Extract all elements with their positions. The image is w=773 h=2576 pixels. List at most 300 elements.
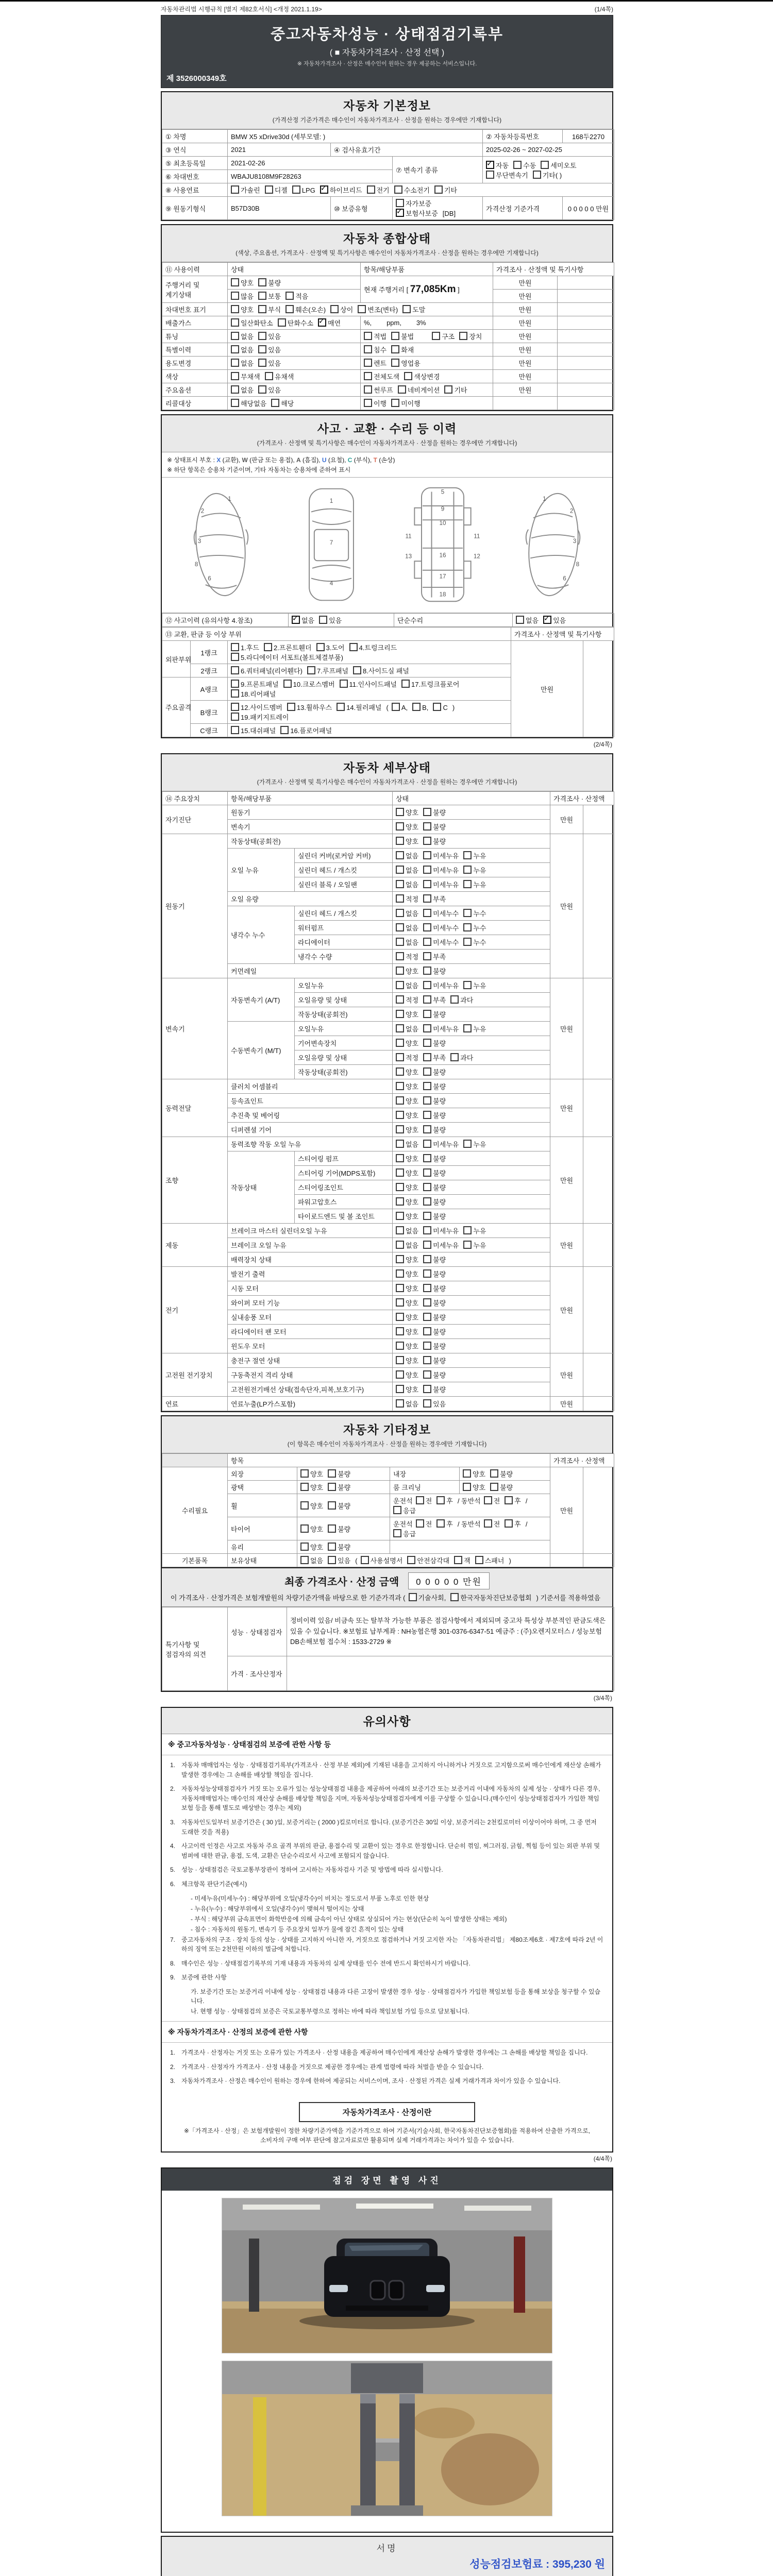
- checkbox-icon[interactable]: [391, 399, 399, 407]
- state-options: [393, 892, 550, 906]
- checkbox-icon[interactable]: [423, 1226, 431, 1234]
- checkbox-icon[interactable]: [319, 616, 327, 624]
- checkbox-icon[interactable]: [423, 967, 431, 975]
- option-label: 4.트렁크리드: [359, 644, 397, 652]
- checkbox-option: [231, 689, 276, 699]
- checkbox-icon[interactable]: [258, 385, 266, 394]
- checkbox-option: [258, 345, 281, 354]
- checkbox-icon[interactable]: [396, 1010, 404, 1018]
- checkbox-icon[interactable]: [396, 866, 404, 874]
- checkbox-icon[interactable]: [459, 332, 467, 340]
- state-options: [393, 1397, 550, 1411]
- checkbox-icon[interactable]: [484, 1519, 492, 1528]
- checkbox-icon[interactable]: [231, 372, 239, 380]
- checkbox-icon[interactable]: [541, 161, 549, 169]
- holding-options: [297, 1554, 550, 1567]
- option-label: 양호: [406, 1040, 419, 1047]
- option-label: 기타: [454, 386, 467, 394]
- checkbox-icon[interactable]: [231, 359, 239, 367]
- checkbox-icon[interactable]: [505, 1496, 513, 1504]
- checkbox-icon[interactable]: [463, 880, 472, 888]
- checkbox-icon[interactable]: [423, 1197, 431, 1206]
- checkbox-icon[interactable]: [423, 1168, 431, 1177]
- checkbox-icon[interactable]: [337, 703, 345, 711]
- checkbox-icon[interactable]: [361, 1556, 369, 1564]
- checkbox-option: [423, 908, 459, 918]
- checkbox-option: [320, 185, 362, 195]
- checkbox-icon[interactable]: [396, 808, 404, 816]
- misc-price-header: 가격조사 · 산정액: [550, 1454, 614, 1467]
- checkbox-icon[interactable]: [231, 666, 239, 674]
- checkbox-icon[interactable]: [423, 1154, 431, 1162]
- checkbox-option: [258, 291, 281, 301]
- checkbox-icon[interactable]: [393, 1529, 401, 1537]
- checkbox-icon[interactable]: [423, 808, 431, 816]
- checkbox-icon[interactable]: [486, 171, 494, 179]
- checkbox-icon[interactable]: [463, 1241, 472, 1249]
- state-options: [393, 950, 550, 964]
- checkbox-option: [396, 1384, 418, 1394]
- checkbox-icon[interactable]: [396, 952, 404, 960]
- price-cell: 만원: [493, 316, 558, 330]
- checkbox-icon[interactable]: [396, 909, 404, 917]
- checkbox-icon[interactable]: [423, 1284, 431, 1292]
- checkbox-icon[interactable]: [433, 703, 441, 711]
- checkbox-icon[interactable]: [396, 1183, 404, 1191]
- checkbox-icon[interactable]: [231, 680, 239, 688]
- option-label: 있음: [329, 617, 342, 624]
- option-label: 11.인사이드패널: [349, 681, 397, 688]
- checkbox-icon[interactable]: [463, 851, 472, 859]
- checkbox-icon[interactable]: [364, 385, 372, 394]
- checkbox-icon[interactable]: [285, 292, 294, 300]
- checkbox-icon[interactable]: [396, 938, 404, 946]
- option-label: 불량: [433, 1328, 446, 1336]
- checkbox-option: [423, 1240, 459, 1250]
- checkbox-icon[interactable]: [423, 909, 431, 917]
- checkbox-icon[interactable]: [396, 1053, 404, 1061]
- checkbox-icon[interactable]: [231, 689, 239, 698]
- checkbox-icon[interactable]: [391, 345, 399, 353]
- checkbox-icon[interactable]: [423, 894, 431, 903]
- option-label: 13.휠하우스: [296, 704, 332, 711]
- checkbox-icon[interactable]: [231, 703, 239, 711]
- checkbox-icon[interactable]: [396, 1284, 404, 1292]
- checkbox-icon[interactable]: [231, 332, 239, 340]
- checkbox-icon[interactable]: [463, 909, 472, 917]
- checkbox-icon[interactable]: [307, 666, 315, 674]
- checkbox-icon[interactable]: [396, 1212, 404, 1220]
- checkbox-icon[interactable]: [396, 1096, 404, 1105]
- checkbox-option: [396, 1283, 418, 1293]
- checkbox-option: [364, 358, 386, 368]
- rank-label: B랭크: [191, 701, 228, 724]
- checkbox-icon[interactable]: [231, 643, 239, 651]
- checkbox-icon[interactable]: [391, 332, 399, 340]
- checkbox-icon[interactable]: [423, 1327, 431, 1335]
- checkbox-option: [396, 980, 418, 990]
- checkbox-icon[interactable]: [287, 703, 295, 711]
- checkbox-icon[interactable]: [423, 1082, 431, 1090]
- main-options-state: [228, 383, 361, 397]
- misc-subtitle: (이 항목은 매수인이 자동차가격조사 · 산정을 원하는 경우에만 기재합니다): [287, 1440, 487, 1448]
- checkbox-option: [396, 1038, 418, 1048]
- table-header-row: [162, 1454, 614, 1467]
- checkbox-icon[interactable]: [231, 385, 239, 394]
- checkbox-icon[interactable]: [423, 1269, 431, 1278]
- checkbox-icon[interactable]: [328, 1469, 336, 1478]
- checkbox-icon[interactable]: [231, 399, 239, 407]
- checkbox-icon[interactable]: [409, 1593, 417, 1601]
- checkbox-icon[interactable]: [258, 359, 266, 367]
- diagram-part-number: 8: [194, 561, 198, 568]
- checkbox-icon[interactable]: [398, 385, 406, 394]
- checkbox-icon[interactable]: [265, 185, 273, 194]
- checkbox-option: [271, 398, 294, 408]
- checkbox-icon[interactable]: [444, 385, 452, 394]
- checkbox-icon[interactable]: [396, 967, 404, 975]
- checkbox-icon[interactable]: [318, 318, 326, 327]
- note-cell: [583, 978, 614, 1079]
- checkbox-icon[interactable]: [423, 1067, 431, 1076]
- status-code-desc: (교환),: [221, 456, 242, 464]
- checkbox-option: [463, 1139, 486, 1149]
- checkbox-icon[interactable]: [454, 1556, 462, 1564]
- checkbox-icon[interactable]: [423, 1342, 431, 1350]
- checkbox-icon[interactable]: [364, 372, 372, 380]
- checkbox-icon[interactable]: [423, 1010, 431, 1018]
- checkbox-icon[interactable]: [543, 616, 551, 624]
- checkbox-icon[interactable]: [450, 995, 459, 1004]
- checkbox-icon[interactable]: [516, 616, 524, 624]
- checkbox-icon[interactable]: [423, 1039, 431, 1047]
- option-label: 누수: [473, 910, 486, 918]
- checkbox-icon[interactable]: [231, 653, 239, 661]
- checkbox-icon[interactable]: [278, 318, 286, 327]
- checkbox-icon[interactable]: [396, 1197, 404, 1206]
- checkbox-icon[interactable]: [300, 1501, 309, 1510]
- tuning-state-options: [228, 330, 361, 343]
- warranty-label: ⑩ 보증유형: [331, 197, 393, 220]
- part-label: 타이로드엔드 및 볼 조인트: [295, 1209, 393, 1224]
- checkbox-icon[interactable]: [401, 680, 410, 688]
- checkbox-icon[interactable]: [328, 1501, 336, 1510]
- option-text: (: [386, 704, 389, 711]
- checkbox-icon[interactable]: [396, 1370, 404, 1379]
- checkbox-icon[interactable]: [292, 616, 300, 624]
- checkbox-icon[interactable]: [258, 278, 266, 286]
- checkbox-icon[interactable]: [463, 1469, 471, 1478]
- checkbox-icon[interactable]: [258, 332, 266, 340]
- checkbox-icon[interactable]: [396, 1399, 404, 1408]
- checkbox-option: [396, 1298, 418, 1308]
- checkbox-icon[interactable]: [396, 837, 404, 845]
- checkbox-icon[interactable]: [353, 666, 361, 674]
- main-options-item: [361, 383, 493, 397]
- checkbox-option: [300, 1555, 323, 1565]
- checkbox-icon[interactable]: [396, 1024, 404, 1032]
- checkbox-icon[interactable]: [231, 726, 239, 734]
- checkbox-icon[interactable]: [396, 894, 404, 903]
- checkbox-icon[interactable]: [396, 1313, 404, 1321]
- checkbox-icon[interactable]: [416, 1519, 424, 1528]
- checkbox-icon[interactable]: [423, 923, 431, 931]
- checkbox-icon[interactable]: [396, 1082, 404, 1090]
- checkbox-icon[interactable]: [300, 1469, 309, 1478]
- checkbox-icon[interactable]: [396, 981, 404, 989]
- checkbox-option: [450, 995, 473, 1005]
- checkbox-icon[interactable]: [463, 938, 472, 946]
- option-text: [DB]: [442, 210, 456, 217]
- checkbox-icon[interactable]: [391, 359, 399, 367]
- option-label: 안전삼각대: [417, 1557, 450, 1565]
- checkbox-icon[interactable]: [396, 209, 404, 217]
- checkbox-icon[interactable]: [513, 161, 522, 169]
- checkbox-icon[interactable]: [423, 880, 431, 888]
- checkbox-option: [486, 170, 528, 180]
- checkbox-icon[interactable]: [475, 1556, 483, 1564]
- mileage-amount-options: [228, 290, 361, 303]
- checkbox-icon[interactable]: [423, 1096, 431, 1105]
- checkbox-icon[interactable]: [328, 1483, 336, 1491]
- checkbox-icon[interactable]: [396, 1385, 404, 1393]
- checkbox-option: [423, 1096, 446, 1106]
- checkbox-icon[interactable]: [396, 851, 404, 859]
- col-usage: ⑪ 사용이력: [162, 263, 228, 276]
- checkbox-icon[interactable]: [490, 1483, 498, 1491]
- notice-number: 1.: [170, 1761, 176, 1769]
- checkbox-icon[interactable]: [396, 1140, 404, 1148]
- checkbox-icon[interactable]: [271, 399, 279, 407]
- checkbox-icon[interactable]: [283, 680, 292, 688]
- state-options: [393, 834, 550, 849]
- checkbox-option: [396, 1399, 418, 1409]
- checkbox-icon[interactable]: [300, 1483, 309, 1491]
- checkbox-icon[interactable]: [280, 726, 289, 734]
- checkbox-icon[interactable]: [392, 703, 400, 711]
- checkbox-icon[interactable]: [285, 305, 294, 313]
- option-label: 있음: [553, 617, 566, 624]
- checkbox-icon[interactable]: [231, 185, 239, 194]
- diagram-part-number: 8: [576, 561, 580, 568]
- checkbox-icon[interactable]: [463, 1226, 472, 1234]
- checkbox-icon[interactable]: [231, 278, 239, 286]
- checkbox-icon[interactable]: [423, 995, 431, 1004]
- checkbox-icon[interactable]: [231, 713, 239, 721]
- checkbox-icon[interactable]: [423, 1313, 431, 1321]
- checkbox-icon[interactable]: [423, 981, 431, 989]
- checkbox-icon[interactable]: [258, 292, 266, 300]
- checkbox-icon[interactable]: [396, 1241, 404, 1249]
- checkbox-icon[interactable]: [402, 305, 411, 313]
- option-label: 양호: [406, 968, 419, 975]
- checkbox-icon[interactable]: [300, 1543, 309, 1551]
- checkbox-icon[interactable]: [396, 1111, 404, 1119]
- device-label: 전기: [162, 1267, 228, 1353]
- checkbox-icon[interactable]: [463, 923, 472, 931]
- checkbox-icon[interactable]: [436, 1496, 445, 1504]
- option-label: 양호: [406, 1011, 419, 1019]
- checkbox-icon[interactable]: [423, 1370, 431, 1379]
- glass-options: [297, 1540, 390, 1554]
- page-marker-4: (4/4쪽): [593, 2155, 612, 2162]
- checkbox-icon[interactable]: [423, 1399, 431, 1408]
- detail-band: [162, 754, 612, 791]
- checkbox-option: [423, 1269, 446, 1279]
- checkbox-icon[interactable]: [423, 1212, 431, 1220]
- checkbox-icon[interactable]: [396, 1342, 404, 1350]
- checkbox-icon[interactable]: [328, 1556, 336, 1564]
- notice-number: 7.: [170, 1936, 176, 1943]
- checkbox-option: [300, 1501, 323, 1511]
- table-row: [162, 964, 614, 978]
- checkbox-icon[interactable]: [330, 305, 339, 313]
- checkbox-icon[interactable]: [423, 1255, 431, 1263]
- checkbox-icon[interactable]: [463, 1024, 472, 1032]
- checkbox-icon[interactable]: [358, 305, 366, 313]
- sub-group-label: 자동변속기 (A/T): [228, 978, 295, 1022]
- checkbox-icon[interactable]: [396, 1125, 404, 1133]
- price-cell: 만원: [550, 1267, 583, 1353]
- interior-label: 내장: [390, 1467, 460, 1481]
- checkbox-icon[interactable]: [316, 643, 325, 651]
- checkbox-icon[interactable]: [231, 345, 239, 353]
- checkbox-icon[interactable]: [434, 185, 443, 194]
- checkbox-icon[interactable]: [423, 851, 431, 859]
- checkbox-icon[interactable]: [423, 952, 431, 960]
- checkbox-icon[interactable]: [320, 185, 328, 194]
- checkbox-icon[interactable]: [505, 1519, 513, 1528]
- checkbox-icon[interactable]: [423, 1024, 431, 1032]
- option-label: 색상변경: [414, 373, 440, 381]
- checkbox-icon[interactable]: [484, 1496, 492, 1504]
- part-label: 작동상태(공회전): [295, 1007, 393, 1022]
- checkbox-icon[interactable]: [423, 1298, 431, 1307]
- checkbox-icon[interactable]: [533, 171, 541, 179]
- checkbox-icon[interactable]: [416, 1496, 424, 1504]
- checkbox-icon[interactable]: [423, 1385, 431, 1393]
- checkbox-icon[interactable]: [367, 185, 375, 194]
- option-label: 이행: [374, 400, 387, 408]
- checkbox-option: [423, 807, 446, 817]
- checkbox-icon[interactable]: [396, 1226, 404, 1234]
- checkbox-icon[interactable]: [396, 1269, 404, 1278]
- checkbox-icon[interactable]: [396, 1327, 404, 1335]
- checkbox-icon[interactable]: [423, 1183, 431, 1191]
- checkbox-option: [463, 865, 486, 875]
- checkbox-icon[interactable]: [349, 643, 358, 651]
- checkbox-icon[interactable]: [265, 372, 273, 380]
- checkbox-icon[interactable]: [423, 1111, 431, 1119]
- checkbox-icon[interactable]: [463, 1483, 471, 1491]
- option-label: 17.트렁크플로어: [411, 681, 460, 688]
- checkbox-icon[interactable]: [396, 1298, 404, 1307]
- checkbox-icon[interactable]: [292, 185, 300, 194]
- col-price: 가격조사 · 산정액: [550, 792, 614, 805]
- checkbox-icon[interactable]: [404, 372, 412, 380]
- checkbox-icon[interactable]: [340, 680, 348, 688]
- checkbox-option: [423, 1053, 446, 1062]
- checkbox-icon[interactable]: [423, 822, 431, 831]
- year-label: ③ 연식: [162, 143, 228, 157]
- checkbox-icon[interactable]: [258, 305, 266, 313]
- checkbox-icon[interactable]: [396, 1067, 404, 1076]
- checkbox-icon[interactable]: [396, 1255, 404, 1263]
- option-text: ): [452, 704, 455, 711]
- checkbox-icon[interactable]: [396, 822, 404, 831]
- checkbox-icon[interactable]: [258, 345, 266, 353]
- checkbox-option: [423, 1125, 446, 1134]
- price-cell: 만원: [550, 1353, 583, 1397]
- checkbox-icon[interactable]: [436, 1519, 445, 1528]
- checkbox-icon[interactable]: [407, 1556, 415, 1564]
- checkbox-icon[interactable]: [423, 938, 431, 946]
- checkbox-icon[interactable]: [396, 880, 404, 888]
- checkbox-icon[interactable]: [432, 332, 440, 340]
- checkbox-option: [423, 1038, 446, 1048]
- checkbox-icon[interactable]: [264, 643, 272, 651]
- checkbox-icon[interactable]: [328, 1543, 336, 1551]
- status-code-desc: (흠집),: [300, 456, 322, 464]
- checkbox-icon[interactable]: [423, 1053, 431, 1061]
- checkbox-icon[interactable]: [300, 1556, 309, 1564]
- checkbox-icon[interactable]: [396, 1039, 404, 1047]
- checkbox-icon[interactable]: [423, 1125, 431, 1133]
- option-label: 침수: [374, 346, 387, 354]
- notice-text: 중고자동차의 구조 · 장치 등의 성능 · 상태를 고지하지 아니한 자, 거짓으로 점검하거나 거짓 고지한 자는 「자동차관리법」 제80조제6호 · 제7호에 따라 2년 이하의 징역 또는 2천만원 이하의 벌금에 처합니다.: [181, 1936, 603, 1953]
- state-options: [393, 1382, 550, 1397]
- checkbox-icon[interactable]: [450, 1053, 459, 1061]
- checkbox-icon[interactable]: [423, 1140, 431, 1148]
- checkbox-icon[interactable]: [364, 332, 372, 340]
- checkbox-icon[interactable]: [364, 345, 372, 353]
- checkbox-option: [285, 291, 308, 301]
- checkbox-icon[interactable]: [450, 1593, 459, 1601]
- checkbox-icon[interactable]: [393, 1506, 401, 1514]
- checkbox-icon[interactable]: [394, 185, 402, 194]
- table-row: [162, 143, 614, 157]
- checkbox-icon[interactable]: [231, 305, 239, 313]
- checkbox-icon[interactable]: [423, 1356, 431, 1364]
- checkbox-icon[interactable]: [396, 1154, 404, 1162]
- checkbox-icon[interactable]: [396, 199, 404, 207]
- checkbox-icon[interactable]: [463, 866, 472, 874]
- option-label: 없음: [526, 617, 539, 624]
- checkbox-icon[interactable]: [423, 866, 431, 874]
- checkbox-icon[interactable]: [423, 1241, 431, 1249]
- checkbox-icon[interactable]: [231, 292, 239, 300]
- checkbox-icon[interactable]: [463, 1140, 472, 1148]
- checkbox-icon[interactable]: [396, 995, 404, 1004]
- notice-item: [170, 2076, 604, 2086]
- checkbox-icon[interactable]: [396, 1356, 404, 1364]
- checkbox-icon[interactable]: [463, 981, 472, 989]
- checkbox-icon[interactable]: [328, 1524, 336, 1533]
- checkbox-icon[interactable]: [412, 703, 421, 711]
- checkbox-icon[interactable]: [300, 1524, 309, 1533]
- option-label: 있음: [268, 386, 281, 394]
- checkbox-option: [541, 160, 576, 170]
- checkbox-icon[interactable]: [364, 359, 372, 367]
- checkbox-icon[interactable]: [486, 161, 494, 169]
- checkbox-icon[interactable]: [396, 923, 404, 931]
- checkbox-icon[interactable]: [364, 399, 372, 407]
- checkbox-icon[interactable]: [231, 318, 239, 327]
- checkbox-icon[interactable]: [423, 837, 431, 845]
- checkbox-icon[interactable]: [490, 1469, 498, 1478]
- checkbox-icon[interactable]: [396, 1168, 404, 1177]
- usage-state-options: [228, 357, 361, 370]
